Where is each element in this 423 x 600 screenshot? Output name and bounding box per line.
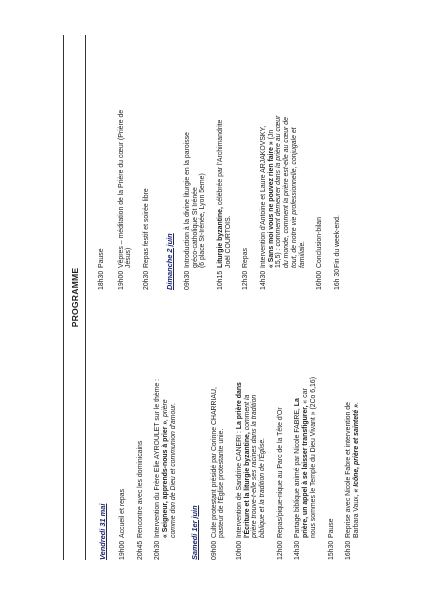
schedule-entry (277, 305, 285, 560)
entry-line (353, 305, 361, 538)
entry-text (154, 305, 177, 538)
entry-text: Accueil et repas (119, 488, 126, 538)
punctuation: . (352, 402, 360, 405)
schedule-entry (217, 50, 232, 290)
schedule-entry (154, 305, 177, 560)
speaker: célébrée par l'Archimandrite (216, 119, 224, 208)
right-column (95, 50, 342, 290)
schedule-entry (137, 305, 145, 560)
day-heading-friday: Vendredi 31 mai (98, 503, 107, 560)
schedule-entry (328, 305, 336, 560)
talk-subtitle: tout, de notre vie professionnelle, conjugale et (290, 127, 298, 268)
entry-time: 14h30 (260, 270, 268, 290)
schedule-entry (98, 50, 106, 290)
talk-title: « Icône, prière et sainteté » (352, 404, 360, 493)
title-top-rule (63, 35, 64, 560)
speaker: Intervention de Sandrine CANERI : (235, 429, 243, 538)
entry-line: Jésus) (125, 247, 133, 268)
entry-line: Intervention du Frère Elie AYROULET sur le thème : (154, 378, 162, 538)
schedule-entry (260, 50, 306, 290)
entry-text (236, 305, 267, 538)
entry-time: 12h00 (276, 540, 284, 560)
entry-line: Culte protestant présidé par Corinne CHARRIAU, (210, 387, 218, 538)
talk-subtitle: comme don de Dieu et communion d'amour. (169, 402, 177, 538)
entry-line (302, 305, 310, 538)
entry-text (118, 50, 133, 268)
entry-time: 09h00 (210, 540, 218, 560)
entry-line: (6 place St-Irénée, Lyon 5eme) (199, 173, 207, 268)
schedule-entry (211, 305, 226, 560)
talk-subtitle: , prière (162, 399, 170, 421)
entry-time: 16h 30 (333, 268, 341, 290)
entry-time: 10h00 (235, 540, 243, 560)
entry-line (217, 50, 225, 268)
schedule-entry (119, 305, 127, 560)
entry-line (268, 50, 276, 268)
entry-time: 20h30 (143, 270, 151, 290)
talk-title: Liturgie byzantine, (216, 207, 224, 268)
entry-line: gréco-catholique St Irénée (191, 187, 199, 268)
entry-text (184, 50, 207, 268)
entry-time: 14h30 (294, 540, 302, 560)
reference: 15,5) (275, 250, 283, 268)
reference: (Jn (267, 129, 275, 142)
entry-text: Repas/pique-nique au Parc de la Tête d'Or (276, 407, 284, 538)
schedule-entry (143, 50, 151, 290)
entry-text: Pause (327, 518, 335, 538)
talk-title: prière, un appel à se laisser transfigurer, (302, 405, 310, 538)
page-title: PROGRAMME (70, 267, 80, 328)
talk-subtitle: comment la (243, 394, 251, 433)
entry-text (260, 50, 306, 268)
entry-text (217, 50, 232, 268)
entry-text (294, 305, 317, 538)
entry-line (244, 305, 252, 538)
day-heading-sunday: Dimanche 2 juin (164, 233, 174, 290)
entry-time: 20h30 (154, 540, 162, 560)
quote: « car (302, 388, 310, 406)
entry-time: 15h30 (327, 540, 335, 560)
talk-subtitle: biblique et la tradition de l'Église. (259, 437, 267, 538)
quote: nous sommes le Temple du Dieu Vivant » (2Co 6,16) (309, 377, 317, 538)
entry-text (211, 305, 226, 538)
entry-time: 16h30 (345, 540, 353, 560)
schedule-entry (236, 305, 267, 560)
talk-subtitle: familiale. (298, 240, 306, 268)
entry-text: Pause (98, 248, 105, 268)
talk-subtitle: prière trouve-t-elle ses racines dans la tradition (251, 394, 259, 538)
speaker: Joël COURTOIS. (224, 215, 232, 268)
talk-title: La (294, 398, 302, 407)
schedule-entry (242, 50, 250, 290)
entry-line: Introduction à la divine liturgie en la paroisse (183, 132, 191, 268)
entry-time: 10h15 (216, 270, 224, 290)
entry-line (294, 305, 302, 538)
title-bottom-rule (85, 35, 86, 560)
entry-text: Conclusion-bilan (316, 217, 324, 268)
entry-text: Repas (242, 248, 250, 268)
entry-text: Rencontre avec les dominicains (136, 440, 144, 538)
entry-text (345, 305, 360, 538)
entry-line: Reprise avec Nicole Fabre et intervention de (345, 402, 353, 538)
entry-line: pasteur de l'Église protestante unie. (218, 428, 226, 538)
talk-subtitle: : comment demeurer dans la prière au cœur (275, 115, 283, 251)
entry-line: Intervention d'Antoine et Laure ARJAKOVSKY, (260, 125, 268, 268)
entry-line (162, 305, 170, 538)
entry-time: 19h00 (117, 270, 125, 290)
entry-line (236, 305, 244, 538)
entry-time: 09h30 (183, 270, 191, 290)
left-column (95, 305, 361, 560)
schedule-entry (118, 50, 133, 290)
entry-time: 16h00 (316, 270, 324, 290)
talk-subtitle: du monde, comment la prière est-elle au cœur de (283, 117, 291, 268)
schedule-entry (316, 50, 324, 290)
entry-time: 18h30 (98, 270, 105, 290)
entry-time: 12h30 (242, 270, 250, 290)
speaker: Partage biblique animé par Nicole FABRE, (294, 406, 302, 538)
entry-line: Vêpres – méditation de la Prière du cœur (Prière de (117, 109, 125, 268)
entry-line (275, 50, 283, 268)
talk-title: « Sans moi vous ne pouvez rien faire » (267, 141, 275, 268)
entry-text: Repas festif et soirée libre (143, 188, 151, 268)
talk-title: l'Écriture et la liturgie byzantine, (243, 432, 251, 538)
talk-title: « Seigneur, apprends-nous à prier » (162, 420, 170, 538)
speaker: Barbara Vaux, (352, 492, 360, 538)
schedule-entry (334, 50, 342, 290)
entry-time: 19h00 (119, 540, 126, 560)
day-heading-saturday: Samedi 1er juin (189, 505, 199, 560)
entry-text: Fin du week-end. (333, 215, 341, 268)
schedule-entry (294, 305, 317, 560)
talk-title: La prière dans (235, 382, 243, 430)
schedule-entry (345, 305, 360, 560)
entry-time: 20h45 (136, 540, 144, 560)
schedule-entry (184, 50, 207, 290)
